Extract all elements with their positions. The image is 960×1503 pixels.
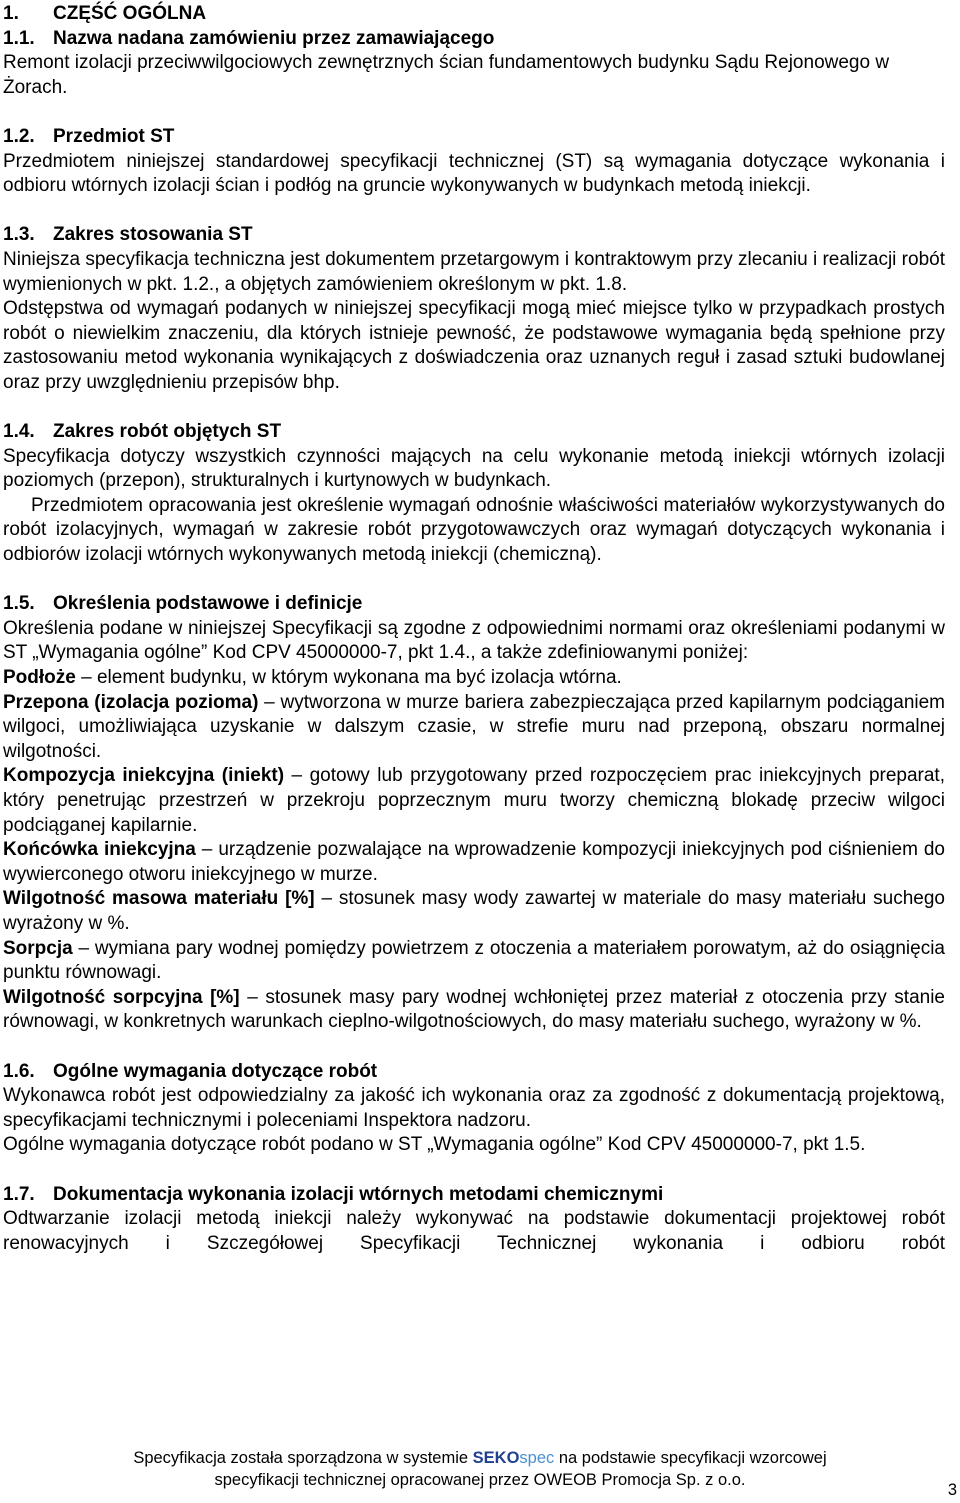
footer-line-2: specyfikacji technicznej opracowanej przez OWEOB Promocja Sp. z o.o. (214, 1471, 746, 1489)
footer-text: na podstawie specyfikacji wzorcowej (554, 1449, 827, 1467)
definition-text: – element budynku, w którym wykonana ma być izolacja wtórna. (75, 667, 622, 689)
section-1-5-text: Określenia podane w niniejszej Specyfikacji są zgodne z odpowiednimi normami oraz określeniami podanymi w ST „Wymagania ogólne” Kod CPV 45000000-7, pkt 1.4., a także zdefiniowanymi poniżej: (3, 617, 945, 664)
section-1-6-text-1: Wykonawca robót jest odpowiedzialny za jakość ich wykonania oraz za zgodność z dokumentacją projektową, specyfikacjami technicznymi i poleceniami Inspektora nadzoru. (3, 1085, 945, 1131)
definition-term: Końcówka iniekcyjna (3, 839, 196, 861)
definition-text: – urządzenie pozwalające na wprowadzenie kompozycji iniekcyjnych pod ciśnieniem do wywierconego otworu iniekcyjnego w murze. (3, 839, 945, 885)
section-1-4-text-1: Specyfikacja dotyczy wszystkich czynności mających na celu wykonanie metodą iniekcji wtórnych izolacji poziomych (przepon), strukturalnych i kurtynowych w budynkach. (3, 445, 945, 492)
footer-line-1 (0, 1447, 960, 1469)
section-title: Ogólne wymagania dotyczące robót (53, 1060, 378, 1082)
section-1-7-heading (3, 1183, 945, 1208)
section-1-3-text-2: Odstępstwa od wymagań podanych w niniejszej specyfikacji mogą mieć miejsce tylko w przypadkach prostych robót o niewielkim znaczeniu, dla których istnieje pewność, że podstawowe wymagania będą spełnione przy zastosowaniu metod wykonania wynikających z doświadczenia oraz uznanych reguł i zasad sztuki budowlanej oraz przy uwzględnieniu przepisów bhp. (3, 298, 945, 393)
definition-item (3, 666, 945, 691)
section-1-1-heading (3, 27, 945, 52)
section-number: 1.4. (3, 421, 35, 443)
definition-item (3, 937, 945, 986)
definition-term: Wilgotność sorpcyjna [%] (3, 986, 240, 1008)
section-1-6-text-2: Ogólne wymagania dotyczące robót podano w ST „Wymagania ogólne” Kod CPV 45000000-7, pkt 1.5. (3, 1134, 866, 1156)
section-title: Przedmiot ST (53, 125, 175, 147)
definition-item (3, 986, 945, 1035)
section-1-2-heading (3, 125, 945, 150)
section-number: 1.2. (3, 125, 35, 147)
page-footer (0, 1447, 960, 1491)
logo-spec: spec (519, 1449, 555, 1467)
section-title: Zakres robót objętych ST (53, 421, 282, 443)
definition-item (3, 838, 945, 887)
definition-term: Przepona (izolacja pozioma) (3, 691, 259, 713)
section-title: Dokumentacja wykonania izolacji wtórnych metodami chemicznymi (53, 1183, 664, 1205)
section-1-6-heading (3, 1060, 945, 1085)
sekospec-logo (473, 1449, 555, 1467)
definition-text: – gotowy lub przygotowany przed rozpoczęciem prac iniekcyjnych preparat, który penetrując przestrzeń w przekroju poprzecznym muru tworzy chemiczną blokadę przeciw wilgoci podciąganej kapilarnie. (3, 765, 945, 836)
section-1-3-heading (3, 223, 945, 248)
definition-item (3, 691, 945, 765)
definition-term: Wilgotność masowa materiału [%] (3, 888, 315, 910)
section-number: 1.7. (3, 1183, 35, 1205)
section-1-4-heading (3, 420, 945, 445)
definition-term: Podłoże (3, 667, 76, 689)
definition-term: Kompozycja iniekcyjna (iniekt) (3, 765, 285, 787)
section-title: Zakres stosowania ST (53, 224, 253, 246)
definition-text: – stosunek masy wody zawartej w materiale do masy materiału suchego wyrażony w %. (3, 888, 945, 934)
section-number: 1.1. (3, 27, 35, 49)
definition-term: Sorpcja (3, 937, 73, 959)
section-number: 1.5. (3, 593, 35, 615)
logo-seko: SEKO (472, 1449, 520, 1467)
section-1-heading (3, 2, 945, 27)
definition-item (3, 764, 945, 838)
section-1-3-text-1: Niniejsza specyfikacja techniczna jest dokumentem przetargowym i kontraktowym przy zlecaniu i realizacji robót wymienionych w pkt. 1.2., a objętych zamówieniem określonym w pkt. 1.8. (3, 248, 945, 295)
page-number: 3 (947, 1481, 957, 1499)
section-1-4-text-2: Przedmiotem opracowania jest określenie wymagań odnośnie właściwości materiałów wykorzystywanych do robót izolacyjnych, wymagań w zakresie robót przygotowawczych oraz wymagań dotyczących wykonania i odbiorów izolacji wtórnych wykonywanych metodą iniekcji (chemiczną). (3, 494, 945, 566)
section-number: 1.3. (3, 224, 35, 246)
definition-text: – wytworzona w murze bariera zabezpieczająca przed kapilarnym podciąganiem wilgoci, umożliwiająca uzyskanie w dalszym czasie, w strefie muru nad przeponą, obszaru normalnej wilgotności. (3, 691, 945, 762)
definition-text: – stosunek masy pary wodnej wchłoniętej przez materiał z otoczenia przy stanie równowagi, w konkretnych warunkach cieplno-wilgotnościowych, do masy materiału suchego, wyrażony w %. (3, 986, 945, 1033)
section-1-1-text: Remont izolacji przeciwwilgociowych zewnętrznych ścian fundamentowych budynku Sądu Rejonowego w Żorach. (3, 52, 890, 98)
document-page (3, 2, 945, 1256)
section-number: 1. (3, 3, 19, 24)
definition-text: – wymiana pary wodnej pomiędzy powietrzem z otoczenia a materiałem porowatym, aż do osiągnięcia punktu równowagi. (3, 937, 945, 984)
section-1-5-heading (3, 592, 945, 617)
section-1-2-text: Przedmiotem niniejszej standardowej specyfikacji technicznej (ST) są wymagania dotyczące wykonania i odbioru wtórnych izolacji ścian i podłóg na gruncie wykonywanych w budynkach metodą iniekcji. (3, 150, 945, 197)
section-title: Nazwa nadana zamówieniu przez zamawiającego (53, 27, 495, 49)
section-1-7-text: Odtwarzanie izolacji metodą iniekcji należy wykonywać na podstawie dokumentacji projektowej robót renowacyjnych i Szczegółowej Specyfikacji Technicznej wykonania i odbioru robót (3, 1208, 945, 1254)
footer-text: Specyfikacja została sporządzona w systemie (133, 1449, 473, 1467)
section-title: Określenia podstawowe i definicje (53, 593, 363, 615)
section-number: 1.6. (3, 1060, 35, 1082)
section-title: CZĘŚĆ OGÓLNA (53, 3, 207, 24)
definition-item (3, 887, 945, 936)
